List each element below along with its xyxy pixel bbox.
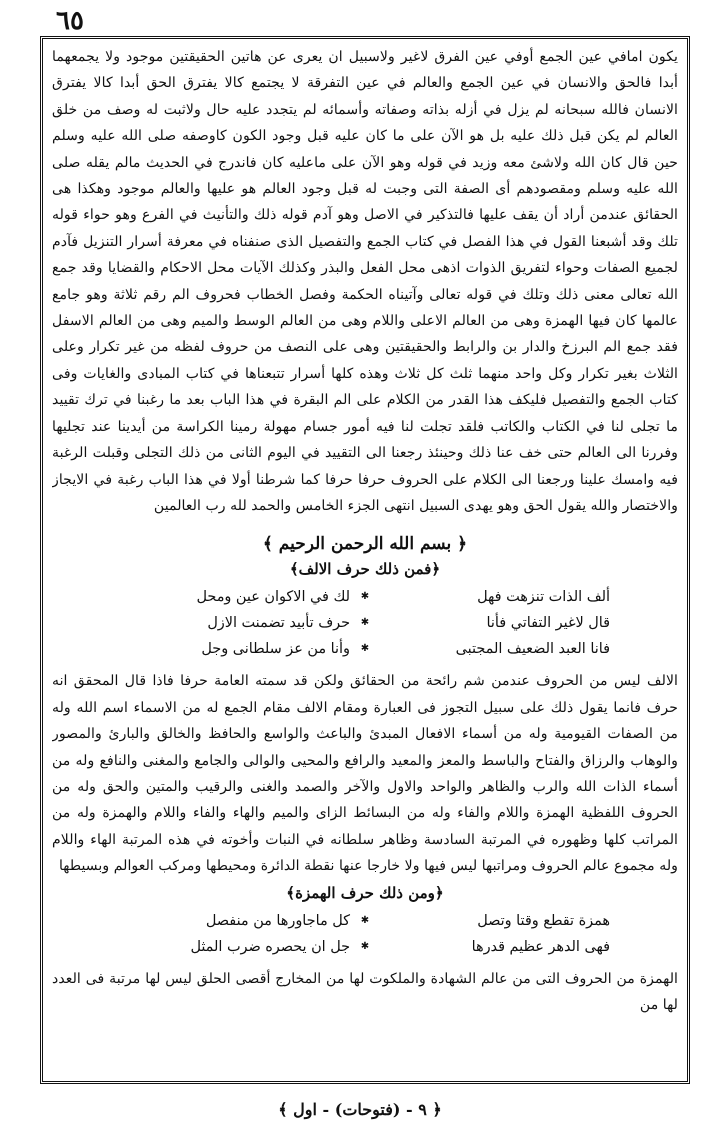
- hemistich-right: قال لاغير التفاتي فأنا: [486, 615, 610, 632]
- verse-line: [52, 610, 678, 636]
- section-heading-alif: ﴿فمن ذلك حرف الالف﴾: [289, 560, 441, 579]
- hemistich-left: لك في الاكوان عين ومحل: [196, 589, 350, 606]
- hemistich-right: همزة تقطع وقتا وتصل: [477, 912, 610, 929]
- page-footer: ﴿ ٩ - (فتوحات) - اول ﴾: [278, 1100, 442, 1119]
- verse-separator-icon: ✱: [360, 914, 370, 926]
- verses-alif: [52, 584, 678, 662]
- hemistich-left: وأنا من عز سلطانى وجل: [201, 641, 350, 658]
- verse-separator-icon: ✱: [360, 643, 370, 655]
- verse-line: [52, 908, 678, 934]
- verse-separator-icon: ✱: [360, 617, 370, 629]
- verse-separator-icon: ✱: [360, 940, 370, 952]
- hemistich-left: جل ان يحصره ضرب المثل: [190, 938, 350, 955]
- hemistich-left: كل ماجاورها من منفصل: [205, 912, 350, 929]
- hemistich-right: ألف الذات تنزهت فهل: [477, 589, 610, 606]
- verse-separator-icon: ✱: [360, 591, 370, 603]
- verse-line: [52, 934, 678, 960]
- hemistich-left: حرف تأبيد تضمنت الازل: [207, 615, 350, 632]
- page-body: [52, 44, 678, 1078]
- paragraph-hamza: الهمزة من الحروف التى من عالم الشهادة والملكوت لها من المخارج أقصى الحلق ليس لها مرتبة فى العدد لها من: [52, 970, 678, 1013]
- bismillah: ﴿ بسم الله الرحمن الرحيم ﴾: [262, 534, 468, 555]
- paragraph-alif: الالف ليس من الحروف عندمن شم رائحة من الحقائق ولكن قد سمته العامة حرفا فاذا قال المحقق انه حرف فانما يقول ذلك على سبيل التجوز فى العبارة ومقام الالف مقام الجمع له من الاسماء اسم الله وله من الصفات القيومية وله من أسماء الافعال المبدئ والباعث والواسع والحافظ والخالق والبارئ والمصور والوهاب والرزاق والفتاح والباسط والمعز والمعيد والرافع والمحيى والوالى والجامع والمغنى والنافع وله من أسماء الذات الله والرب والظاهر والواحد والاول والآخر والصمد والغنى والرقيب والمتين والحق وله من الحروف اللفظية الهمزة واللام والفاء وله من البسائط الزاى والميم والهاء والفاء واللام والهمزة وله من المراتب كلها وظهوره في المرتبة السادسة وظاهر سلطانه في النبات وأخوته في هذه المرتبة الهاء واللام وله مجموع عالم الحروف ومراتبها ليس فيها ولا خارجا عنها نقطة الدائرة ومحيطها ومركب العوالم وبسيطها: [52, 673, 678, 875]
- paragraph-1: يكون امافي عين الجمع أوفي عين الفرق لاغير ولاسبيل ان يعرى عن هاتين الحقيقتين موجود ولا يجمعهما أبدا فالحق والانسان في عين الجمع والعالم في عين التفرقة لا يجتمع كالا يفترق الحق أبدا كالا يفترق الانسان فالله سبحانه لم يزل في أزله بذاته وصفاته وأسمائه لم يتجدد عليه حال ولاثبت له وصف من خلق العالم لم يكن قبل ذلك عليه بل هو الآن على ما كان عليه قبل وجود الكون كاوصفه صلى الله عليه وسلم حين قال كان الله ولاشئ معه وزيد في قوله وهو الآن على ماعليه كان فاندرج في الحديث مالم يقله صلى الله عليه وسلم ومقصودهم أى الصفة التى وجبت له قبل وجود العالم هو عليها والعالم موجود وهكذا هى الحقائق عندمن أراد أن يقف عليها فالتذكير في الاصل وهو آدم قوله ذلك والتأنيث في الفرع وهو حواء قوله تلك وقد أشبعنا القول في هذا الفصل في كتاب الجمع والتفصيل الذى صنفناه في معرفة أسرار التنزيل فآدم لجميع الصفات وحواء لتفريق الذوات اذهى محل الفعل والبذر وكذلك الآيات محل الاحكام والقضايا وقد جمع الله تعالى معنى ذلك وتلك في قوله تعالى وآتيناه الحكمة وفصل الخطاب فحروف الم رقم ثلاثة وهو جامع عالمها كان فيها الهمزة وهى من العالم الاعلى واللام وهى من العالم الوسط والميم وهى من العالم الاسفل فقد جمع الم البرزخ والدار بن والرابط والحقيقتين وهى على النصف من حروف لفظه من غير تكرار وعلى الثلاث بغير تكرار وكل واحد منهما ثلث كل ثلاث وهذه كلها أسرار تتبعناها في كتاب المبادى والغايات وفى كتاب الجمع والتفصيل فليكف هذا القدر من الكلام على الم البقرة في هذا الباب بعد ما رغبنا في ترك تقييد ما تجلى لنا في الكتاب والكاتب فلقد تجلت لنا فيه أمور جسام مهولة رمينا الكراسة من أيدينا عند تجليها وفررنا الى العالم حتى خف عنا ذلك وحينئذ رجعنا الى التقييد في اليوم الثانى من ذلك التجلى وقبلت الرغبة فيه وامسك علينا ورجعنا الى الكلام على الحروف حرفا حرفا كما شرطنا أولا في هذا الباب رغبة في الايجاز والاختصار والله يقول الحق وهو يهدى السبيل انتهى الجزء الخامس والحمد لله رب العالمين: [52, 49, 678, 514]
- hemistich-right: فانا العبد الضعيف المجتبى: [455, 641, 610, 658]
- verse-line: [52, 584, 678, 610]
- verse-line: [52, 636, 678, 662]
- verses-hamza: [52, 908, 678, 960]
- page-number: ٦٥: [56, 6, 84, 36]
- section-heading-hamza: ﴿ومن ذلك حرف الهمزة﴾: [286, 883, 444, 902]
- hemistich-right: فهى الدهر عظيم قدرها: [471, 938, 610, 955]
